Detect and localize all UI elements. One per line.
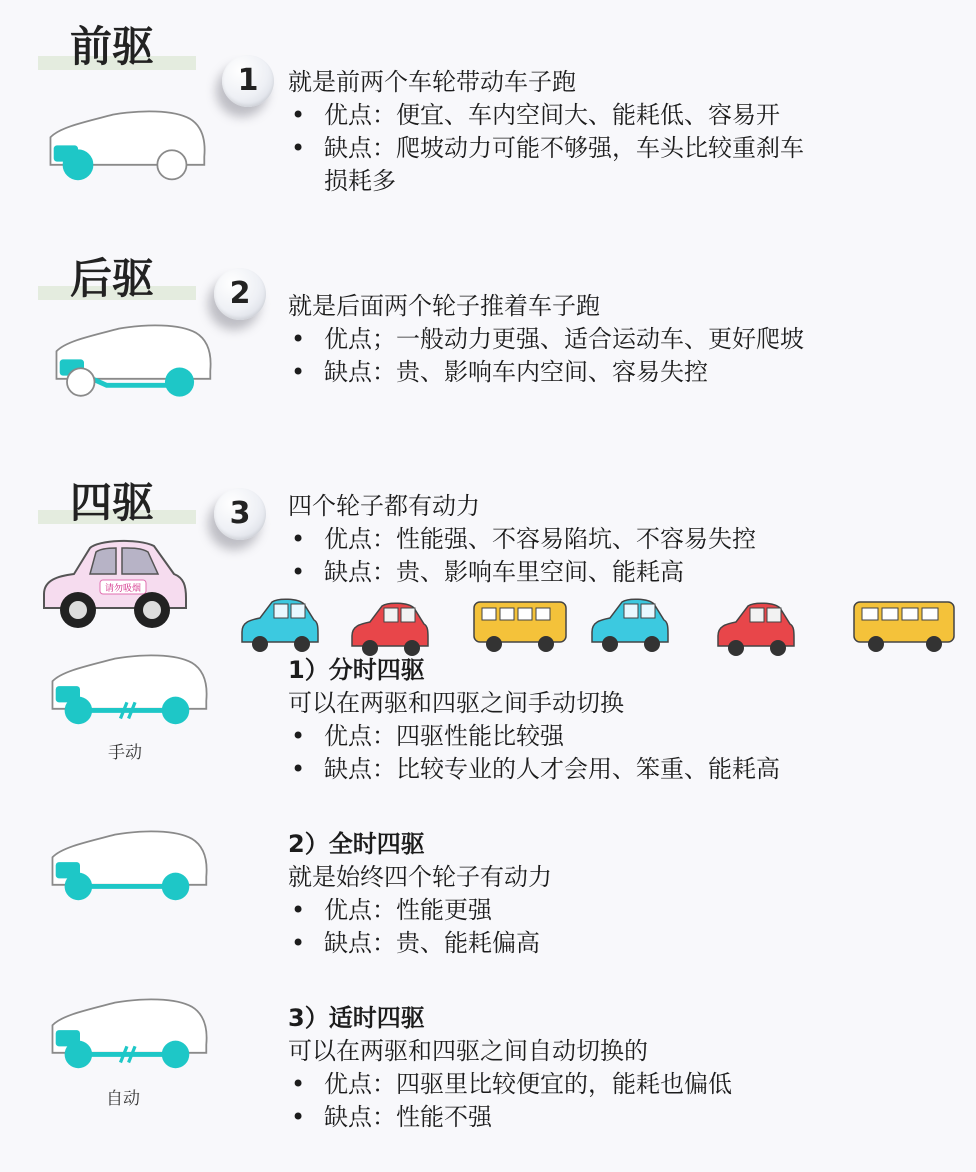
caption-manual: 手动 [108, 743, 142, 763]
subtype-cons-text: 缺点：比较专业的人才会用、笨重、能耗高 [324, 755, 780, 783]
car-outline-icon [46, 648, 216, 734]
front-cons [288, 132, 804, 165]
subtype-heading: 3）适时四驱 [288, 1004, 425, 1032]
subtype-heading: 1）分时四驱 [288, 656, 425, 684]
caption-automatic: 自动 [106, 1089, 140, 1109]
subtype-pros [288, 894, 552, 927]
bullet: • [291, 325, 306, 353]
teal-car-icon [242, 599, 318, 652]
front-description: 就是前两个车轮带动车子跑 [288, 68, 576, 96]
car-outline-icon [44, 104, 214, 190]
four-cons-text: 缺点：贵、影响车里空间、能耗高 [324, 558, 684, 586]
front-cons-text: 缺点：爬坡动力可能不够强，车头比较重刹车 [324, 134, 804, 162]
subtype-description: 可以在两驱和四驱之间手动切换 [288, 689, 624, 717]
bullet: • [291, 525, 306, 553]
subtype-cons [288, 1101, 732, 1134]
four-description: 四个轮子都有动力 [288, 492, 480, 520]
subtype-description: 就是始终四个轮子有动力 [288, 863, 552, 891]
subtype-heading: 2）全时四驱 [288, 830, 425, 858]
subtype-pros [288, 720, 780, 753]
section-rear-text [288, 290, 804, 389]
rear-pros-text: 优点；一般动力更强、适合运动车、更好爬坡 [324, 325, 804, 353]
rear-description: 就是后面两个轮子推着车子跑 [288, 292, 600, 320]
bullet: • [291, 101, 306, 129]
four-cons [288, 556, 756, 589]
subtype-part-time-text [288, 654, 780, 786]
section-front-text [288, 66, 804, 198]
bullet: • [291, 358, 306, 386]
bullet: • [291, 1103, 306, 1131]
bus-icon [854, 602, 954, 652]
decorative-vehicle-row [236, 592, 966, 662]
section-title-front-wheel-drive: 前驱 [70, 22, 155, 71]
number-badge-3: 3 [214, 488, 266, 540]
subtype-cons [288, 927, 552, 960]
rear-pros [288, 323, 804, 356]
four-pros-text: 优点：性能强、不容易陷坑、不容易失控 [324, 525, 756, 553]
bullet: • [291, 722, 306, 750]
subtype-pros-text: 优点：四驱里比较便宜的，能耗也偏低 [324, 1070, 732, 1098]
subtype-full-time-text [288, 828, 552, 960]
rear-cons-text: 缺点：贵、影响车内空间、容易失控 [324, 358, 708, 386]
toy-car-icon [38, 536, 190, 632]
section-title-rear-wheel-drive: 后驱 [70, 254, 155, 303]
front-pros-text: 优点：便宜、车内空间大、能耗低、容易开 [324, 101, 780, 129]
subtype-cons-text: 缺点：贵、能耗偏高 [324, 929, 540, 957]
bullet: • [291, 755, 306, 783]
four-pros [288, 523, 756, 556]
rear-cons [288, 356, 804, 389]
bullet: • [291, 896, 306, 924]
car-outline-icon [46, 992, 216, 1078]
subtype-on-demand-text [288, 1002, 732, 1134]
subtype-cons-text: 缺点：性能不强 [324, 1103, 492, 1131]
number-badge-2: 2 [214, 268, 266, 320]
section-four-text [288, 490, 756, 589]
bullet: • [291, 558, 306, 586]
front-pros [288, 99, 804, 132]
section-title-four-wheel-drive: 四驱 [70, 478, 155, 527]
bullet: • [291, 929, 306, 957]
subtype-description: 可以在两驱和四驱之间自动切换的 [288, 1037, 648, 1065]
car-outline-icon [46, 824, 216, 910]
toy-car-label: 请勿吸烟 [104, 584, 142, 594]
subtype-cons [288, 753, 780, 786]
bullet: • [291, 1070, 306, 1098]
car-outline-icon [50, 318, 220, 404]
subtype-pros-text: 优点：四驱性能比较强 [324, 722, 564, 750]
front-cons-continued: 损耗多 [324, 167, 396, 195]
red-car-icon [718, 603, 794, 656]
number-badge-1: 1 [222, 55, 274, 107]
red-car-icon [352, 603, 428, 656]
bullet: • [291, 134, 306, 162]
bus-icon [474, 602, 566, 652]
teal-car-icon [592, 599, 668, 652]
subtype-pros-text: 优点：性能更强 [324, 896, 492, 924]
subtype-pros [288, 1068, 732, 1101]
